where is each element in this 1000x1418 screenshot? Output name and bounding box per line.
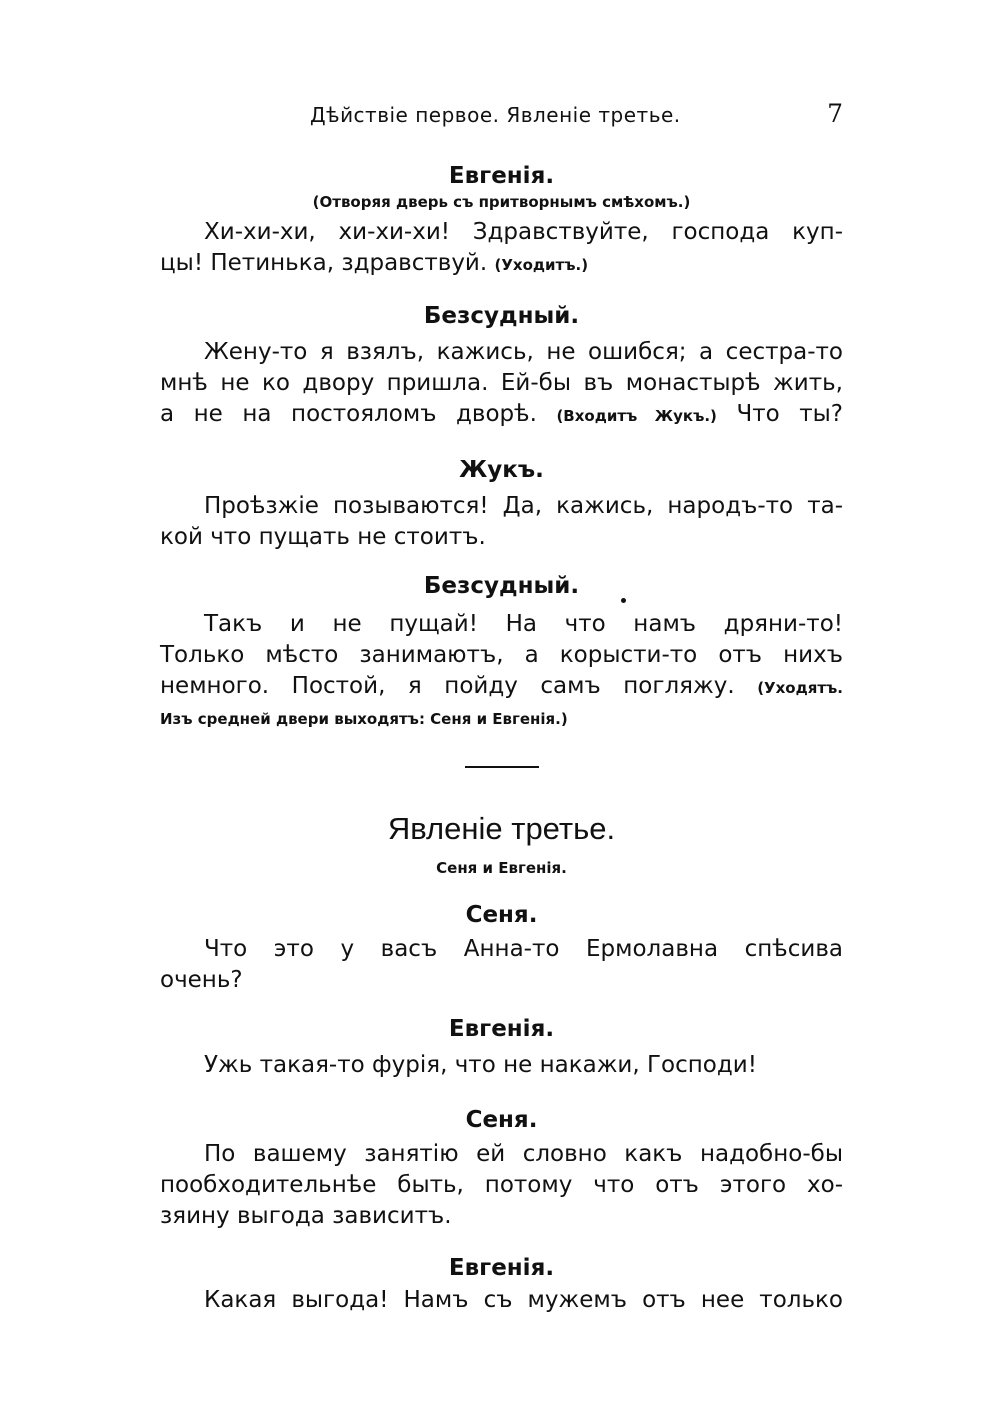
stage-direction: (Отворяя дверь съ притворнымъ смѣхомъ.) — [312, 193, 691, 211]
dialogue-line: Какая выгода! Намъ съ мужемъ отъ нее только — [204, 1287, 843, 1313]
dialogue-line — [160, 671, 843, 704]
dialogue-line: очень? — [160, 967, 243, 993]
dialogue-line — [160, 399, 843, 432]
speaker-name: Евгенія. — [448, 163, 555, 189]
speech-block-evgenia-3 — [160, 1253, 843, 1316]
speaker-name: Сеня. — [465, 1107, 538, 1133]
dialogue-line: зяину выгода зависитъ. — [160, 1203, 452, 1229]
stage-direction-inline: (Уходятъ. — [757, 679, 843, 697]
speech-block-senya-2 — [160, 1105, 843, 1232]
dialogue-line — [160, 704, 843, 732]
stage-direction-inline: (Уходитъ.) — [494, 256, 589, 274]
dialogue-text: цы! Петинька, здравствуй. — [160, 250, 488, 276]
dialogue-line: Ужь такая-то фурія, что не накажи, Господи! — [204, 1052, 757, 1078]
dialogue-line: кой что пущать не стоитъ. — [160, 524, 486, 550]
dialogue-line: По вашему занятію ей словно какъ надобно-бы — [204, 1141, 843, 1167]
speaker-name: Жукъ. — [459, 457, 544, 483]
stage-direction-inline: (Входитъ Жукъ.) — [556, 407, 717, 425]
running-header — [160, 99, 843, 131]
dialogue-text: немного. Постой, я пойду самъ погляжу. — [160, 673, 735, 699]
running-title: Дѣйствіе первое. Явленіе третье. — [310, 103, 681, 127]
speaker-name: Безсудный. — [423, 303, 580, 329]
stage-direction-inline: Изъ средней двери выходятъ: Сеня и Евгенія.) — [160, 710, 568, 728]
scene-divider — [465, 766, 539, 768]
scene-divider-wrap — [160, 766, 843, 768]
speaker-name: Евгенія. — [448, 1255, 555, 1281]
dialogue-text: а не на постояломъ дворѣ. — [160, 401, 537, 427]
scene-title: Явленіе третье. — [387, 811, 616, 846]
print-speck — [621, 598, 626, 603]
speaker-name: Сеня. — [465, 902, 538, 928]
dialogue-line: пообходительнѣе быть, потому что отъ этого хо- — [160, 1172, 843, 1198]
speech-block-bezsudny-2 — [160, 571, 843, 732]
dialogue-line: мнѣ не ко двору пришла. Ей-бы въ монастырѣ жить, — [160, 370, 843, 396]
speaker-name: Евгенія. — [448, 1016, 555, 1042]
dialogue-line: Такъ и не пущай! На что намъ дряни-то! — [204, 611, 843, 637]
speech-block-senya-1 — [160, 900, 843, 996]
speaker-name: Безсудный. — [423, 573, 580, 599]
dialogue-line: Хи-хи-хи, хи-хи-хи! Здравствуйте, господа куп- — [204, 219, 843, 245]
dialogue-line: Только мѣсто занимаютъ, а корысти-то отъ нихъ — [160, 642, 843, 668]
dialogue-line: Что это у васъ Анна-то Ермолавна спѣсива — [204, 936, 843, 962]
dialogue-line: Жену-то я взялъ, кажись, не ошибся; а сестра-то — [204, 339, 843, 365]
speech-block-zhuk — [160, 455, 843, 553]
speech-block-evgenia-2 — [160, 1014, 843, 1081]
scene-persons: Сеня и Евгенія. — [436, 859, 567, 877]
scene-heading — [160, 809, 843, 883]
dialogue-text: Что ты? — [736, 401, 844, 427]
speech-block-evgenia-1 — [160, 161, 843, 281]
dialogue-line: Проѣзжіе позываются! Да, кажись, народъ-то та- — [204, 493, 843, 519]
dialogue-line — [160, 248, 843, 281]
speech-block-bezsudny-1 — [160, 301, 843, 432]
page-number: 7 — [827, 99, 843, 128]
